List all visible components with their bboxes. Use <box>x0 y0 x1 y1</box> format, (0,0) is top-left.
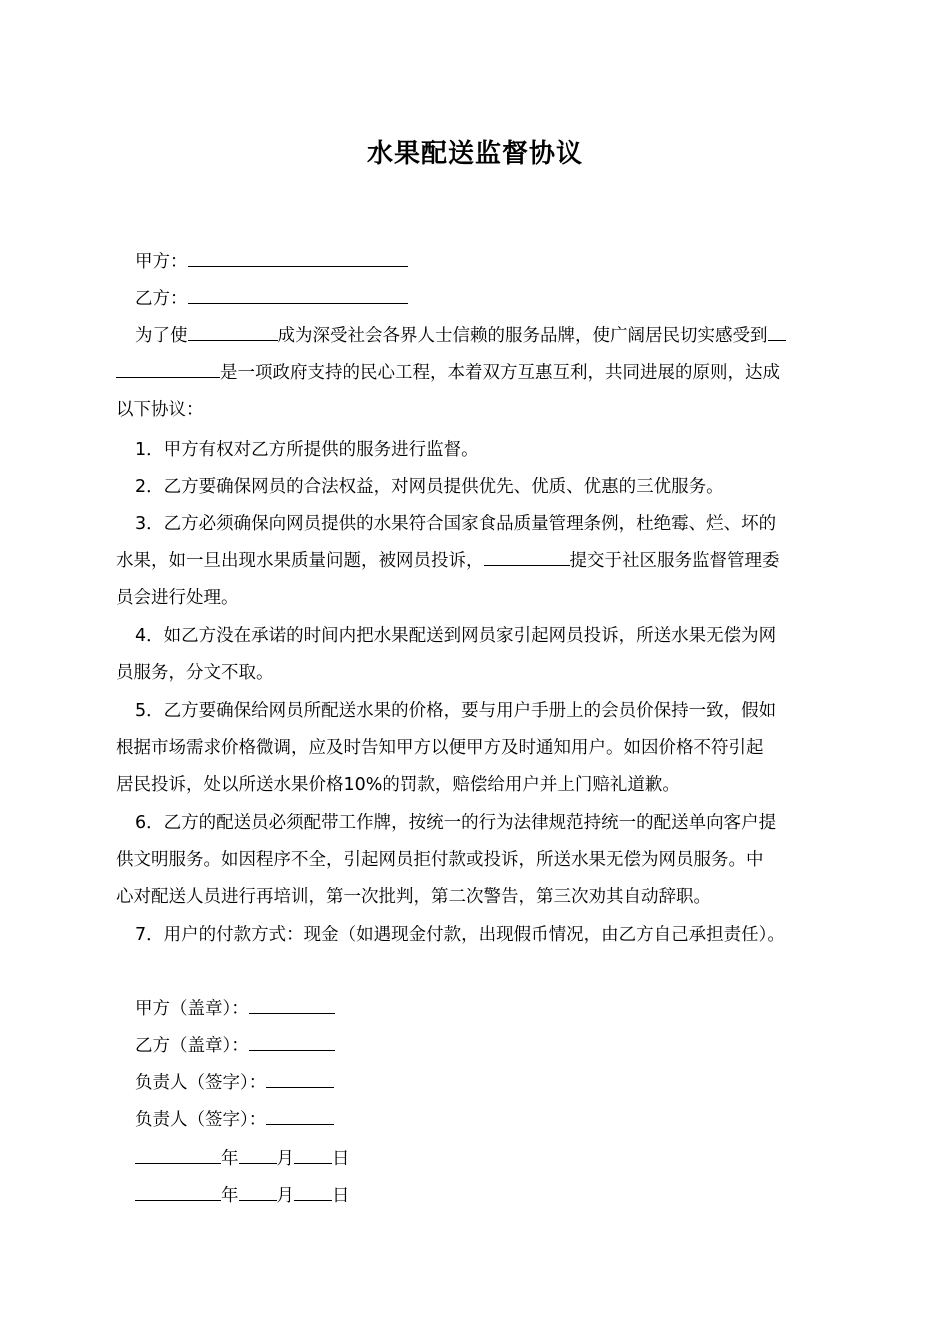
sign-person-a <box>135 1065 334 1102</box>
sign-party-b <box>135 1028 335 1065</box>
month-label: 月 <box>276 1186 294 1206</box>
clause-1: 1．甲方有权对乙方所提供的服务进行监督。 <box>135 440 479 460</box>
clause-6-line-2: 供文明服务。如因程序不全，引起网员拒付款或投诉，所送水果无偿为网员服务。中 <box>116 850 764 870</box>
party-a-blank[interactable] <box>188 247 408 267</box>
project-blank-b[interactable] <box>116 358 220 378</box>
clause-5-line-2: 根据市场需求价格微调，应及时告知甲方以便甲方及时通知用户。如因价格不符引起 <box>116 738 764 758</box>
party-b-label: 乙方： <box>135 289 188 309</box>
person-a-signature-blank[interactable] <box>266 1068 334 1088</box>
clause-4-line-2: 员服务，分文不取。 <box>116 663 274 683</box>
seal-label: 乙方（盖章）： <box>135 1036 249 1056</box>
clause-3-line-1: 3．乙方必须确保向网员提供的水果符合国家食品质量管理条例，杜绝霉、烂、坏的 <box>135 514 777 534</box>
year-label: 年 <box>221 1149 239 1169</box>
sign-party-a <box>135 991 335 1028</box>
party-b-blank[interactable] <box>188 284 408 304</box>
clause-6-line-1: 6．乙方的配送员必须配带工作牌，按统一的行为法律规范持统一的配送单向客户提 <box>135 813 777 833</box>
party-b-line <box>135 281 408 318</box>
signature-label: 负责人（签字）： <box>135 1073 267 1093</box>
intro-line-3: 以下协议： <box>116 400 204 420</box>
signature-label: 负责人（签字）： <box>135 1110 267 1130</box>
sign-person-b <box>135 1102 334 1139</box>
clause-text: 水果，如一旦出现水果质量问题，被网员投诉， <box>116 551 484 571</box>
clause-3-line-3: 员会进行处理。 <box>116 588 239 608</box>
day-label: 日 <box>332 1149 350 1169</box>
intro-text: 是一项政府支持的民心工程，本着双方互惠互利，共同进展的原则，达成 <box>220 363 780 383</box>
day-blank[interactable] <box>294 1181 332 1201</box>
month-blank[interactable] <box>239 1144 277 1164</box>
month-label: 月 <box>276 1149 294 1169</box>
party-a-line <box>135 244 408 281</box>
clause-2: 2．乙方要确保网员的合法权益，对网员提供优先、优质、优惠的三优服务。 <box>135 477 724 497</box>
party-b-seal-blank[interactable] <box>249 1031 335 1051</box>
complaint-blank[interactable] <box>484 546 570 566</box>
clause-5-line-3: 居民投诉，处以所送水果价格10%的罚款，赔偿给用户并上门赔礼道歉。 <box>116 775 680 795</box>
year-label: 年 <box>221 1186 239 1206</box>
clause-7: 7．用户的付款方式：现金（如遇现金付款，出现假币情况，由乙方自己承担责任）。 <box>135 925 785 945</box>
date-line-a <box>135 1141 350 1178</box>
project-blank-a[interactable] <box>768 321 786 341</box>
clause-5-line-1: 5．乙方要确保给网员所配送水果的价格，要与用户手册上的会员价保持一致，假如 <box>135 701 777 721</box>
date-line-b <box>135 1178 350 1215</box>
page-title: 水果配送监督协议 <box>366 139 583 169</box>
intro-line-1 <box>135 318 786 355</box>
intro-text: 成为深受社会各界人士信赖的服务品牌，使广阔居民切实感受到 <box>277 326 768 346</box>
year-blank[interactable] <box>135 1144 221 1164</box>
day-blank[interactable] <box>294 1144 332 1164</box>
brand-blank[interactable] <box>188 321 278 341</box>
clause-6-line-3: 心对配送人员进行再培训，第一次批判，第二次警告，第三次劝其自动辞职。 <box>116 887 711 907</box>
seal-label: 甲方（盖章）： <box>135 999 249 1019</box>
intro-text: 为了使 <box>135 326 188 346</box>
party-a-seal-blank[interactable] <box>249 994 335 1014</box>
month-blank[interactable] <box>239 1181 277 1201</box>
year-blank[interactable] <box>135 1181 221 1201</box>
clause-3-line-2 <box>116 543 780 580</box>
intro-line-2 <box>116 355 780 392</box>
party-a-label: 甲方： <box>135 252 188 272</box>
person-b-signature-blank[interactable] <box>266 1105 334 1125</box>
day-label: 日 <box>332 1186 350 1206</box>
clause-4-line-1: 4．如乙方没在承诺的时间内把水果配送到网员家引起网员投诉，所送水果无偿为网 <box>135 626 777 646</box>
clause-text: 提交于社区服务监督管理委 <box>569 551 780 571</box>
